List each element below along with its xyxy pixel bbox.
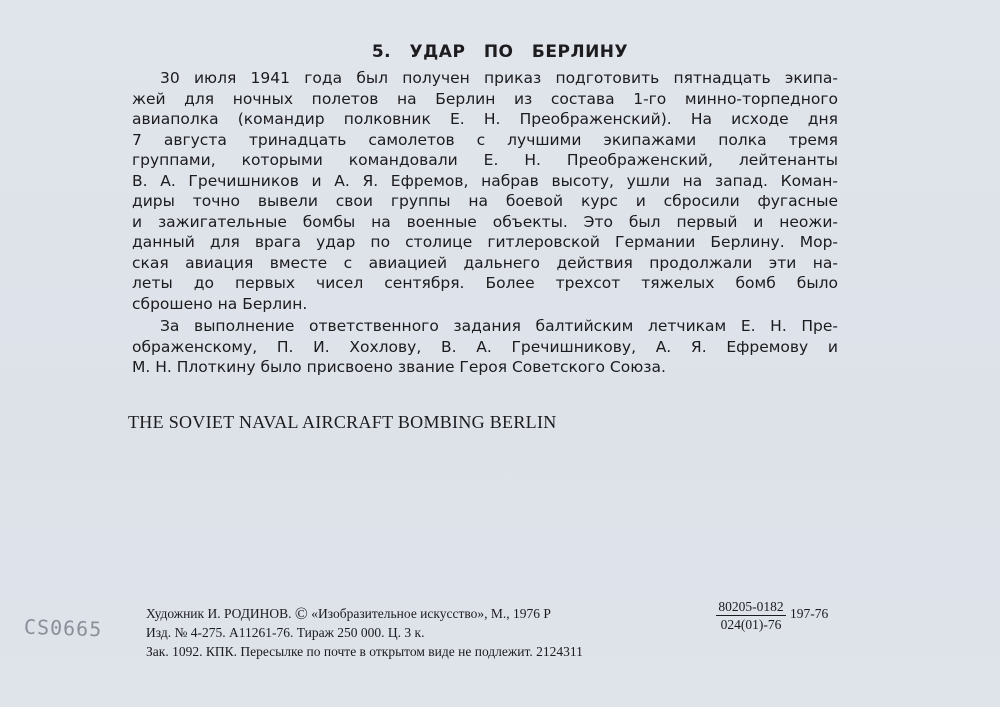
artist-credit: Художник И. РОДИНОВ.	[146, 606, 292, 621]
text-line: леты до первых чисел сентября. Более трехсот тяжелых бомб было	[132, 274, 838, 292]
catalog-fraction	[716, 598, 786, 633]
text-line: жей для ночных полетов на Берлин из состава 1-го минно-торпедного	[132, 89, 838, 108]
text-line: данный для врага удар по столице гитлеровской Германии Берлину. Мор-	[132, 233, 838, 251]
text-line: 30 июля 1941 года был получен приказ подготовить пятнадцать экипа-	[160, 69, 838, 87]
text-line: авиаполка (командир полковник Е. Н. Преображенский). На исходе дня	[132, 110, 838, 128]
imprint-line-2: Изд. № 4-275. А11261-76. Тираж 250 000. Ц. 3 к.	[146, 625, 425, 640]
text-line: диры точно вывели свои группы на боевой курс и сбросили фугасные	[132, 192, 838, 210]
text-line: и зажигательные бомбы на военные объекты. Это был первый и неожи-	[132, 212, 838, 231]
text-line: За выполнение ответственного задания балтийским летчикам Е. Н. Пре-	[160, 317, 838, 335]
fraction-suffix: 197-76	[790, 606, 829, 621]
text-line: сброшено на Берлин.	[132, 294, 308, 313]
text-line: ображенскому, П. И. Хохлову, В. А. Гречишникову, А. Я. Ефремову и	[132, 337, 838, 356]
text-line: группами, которыми командовали Е. Н. Преображенский, лейтенанты	[132, 151, 838, 169]
text-line: В. А. Гречишников и А. Я. Ефремов, набрав высоту, ушли на запад. Коман-	[132, 171, 838, 190]
fraction-top: 80205-0182	[716, 598, 786, 616]
publisher-info: «Изобразительное искусство», М., 1976 Р	[311, 606, 551, 621]
text-line: ская авиация вместе с авиацией дальнего действия продолжали эти на-	[132, 253, 838, 272]
imprint-line-3: Зак. 1092. КПК. Пересылке по почте в открытом виде не подлежит. 2124311	[146, 644, 583, 659]
body-text	[132, 68, 838, 378]
text-line: 7 августа тринадцать самолетов с лучшими экипажами полка тремя	[132, 130, 838, 149]
imprint-line-1	[146, 599, 829, 632]
imprint	[146, 599, 829, 661]
archive-stamp: CS0665	[23, 614, 103, 642]
page-title: 5. УДАР ПО БЕРЛИНУ	[371, 42, 629, 62]
english-title: THE SOVIET NAVAL AIRCRAFT BOMBING BERLIN	[128, 412, 557, 432]
text-line: М. Н. Плоткину было присвоено звание Героя Советского Союза.	[132, 358, 666, 376]
copyright-icon: ©	[294, 604, 308, 623]
fraction-bottom: 024(01)-76	[720, 617, 782, 632]
